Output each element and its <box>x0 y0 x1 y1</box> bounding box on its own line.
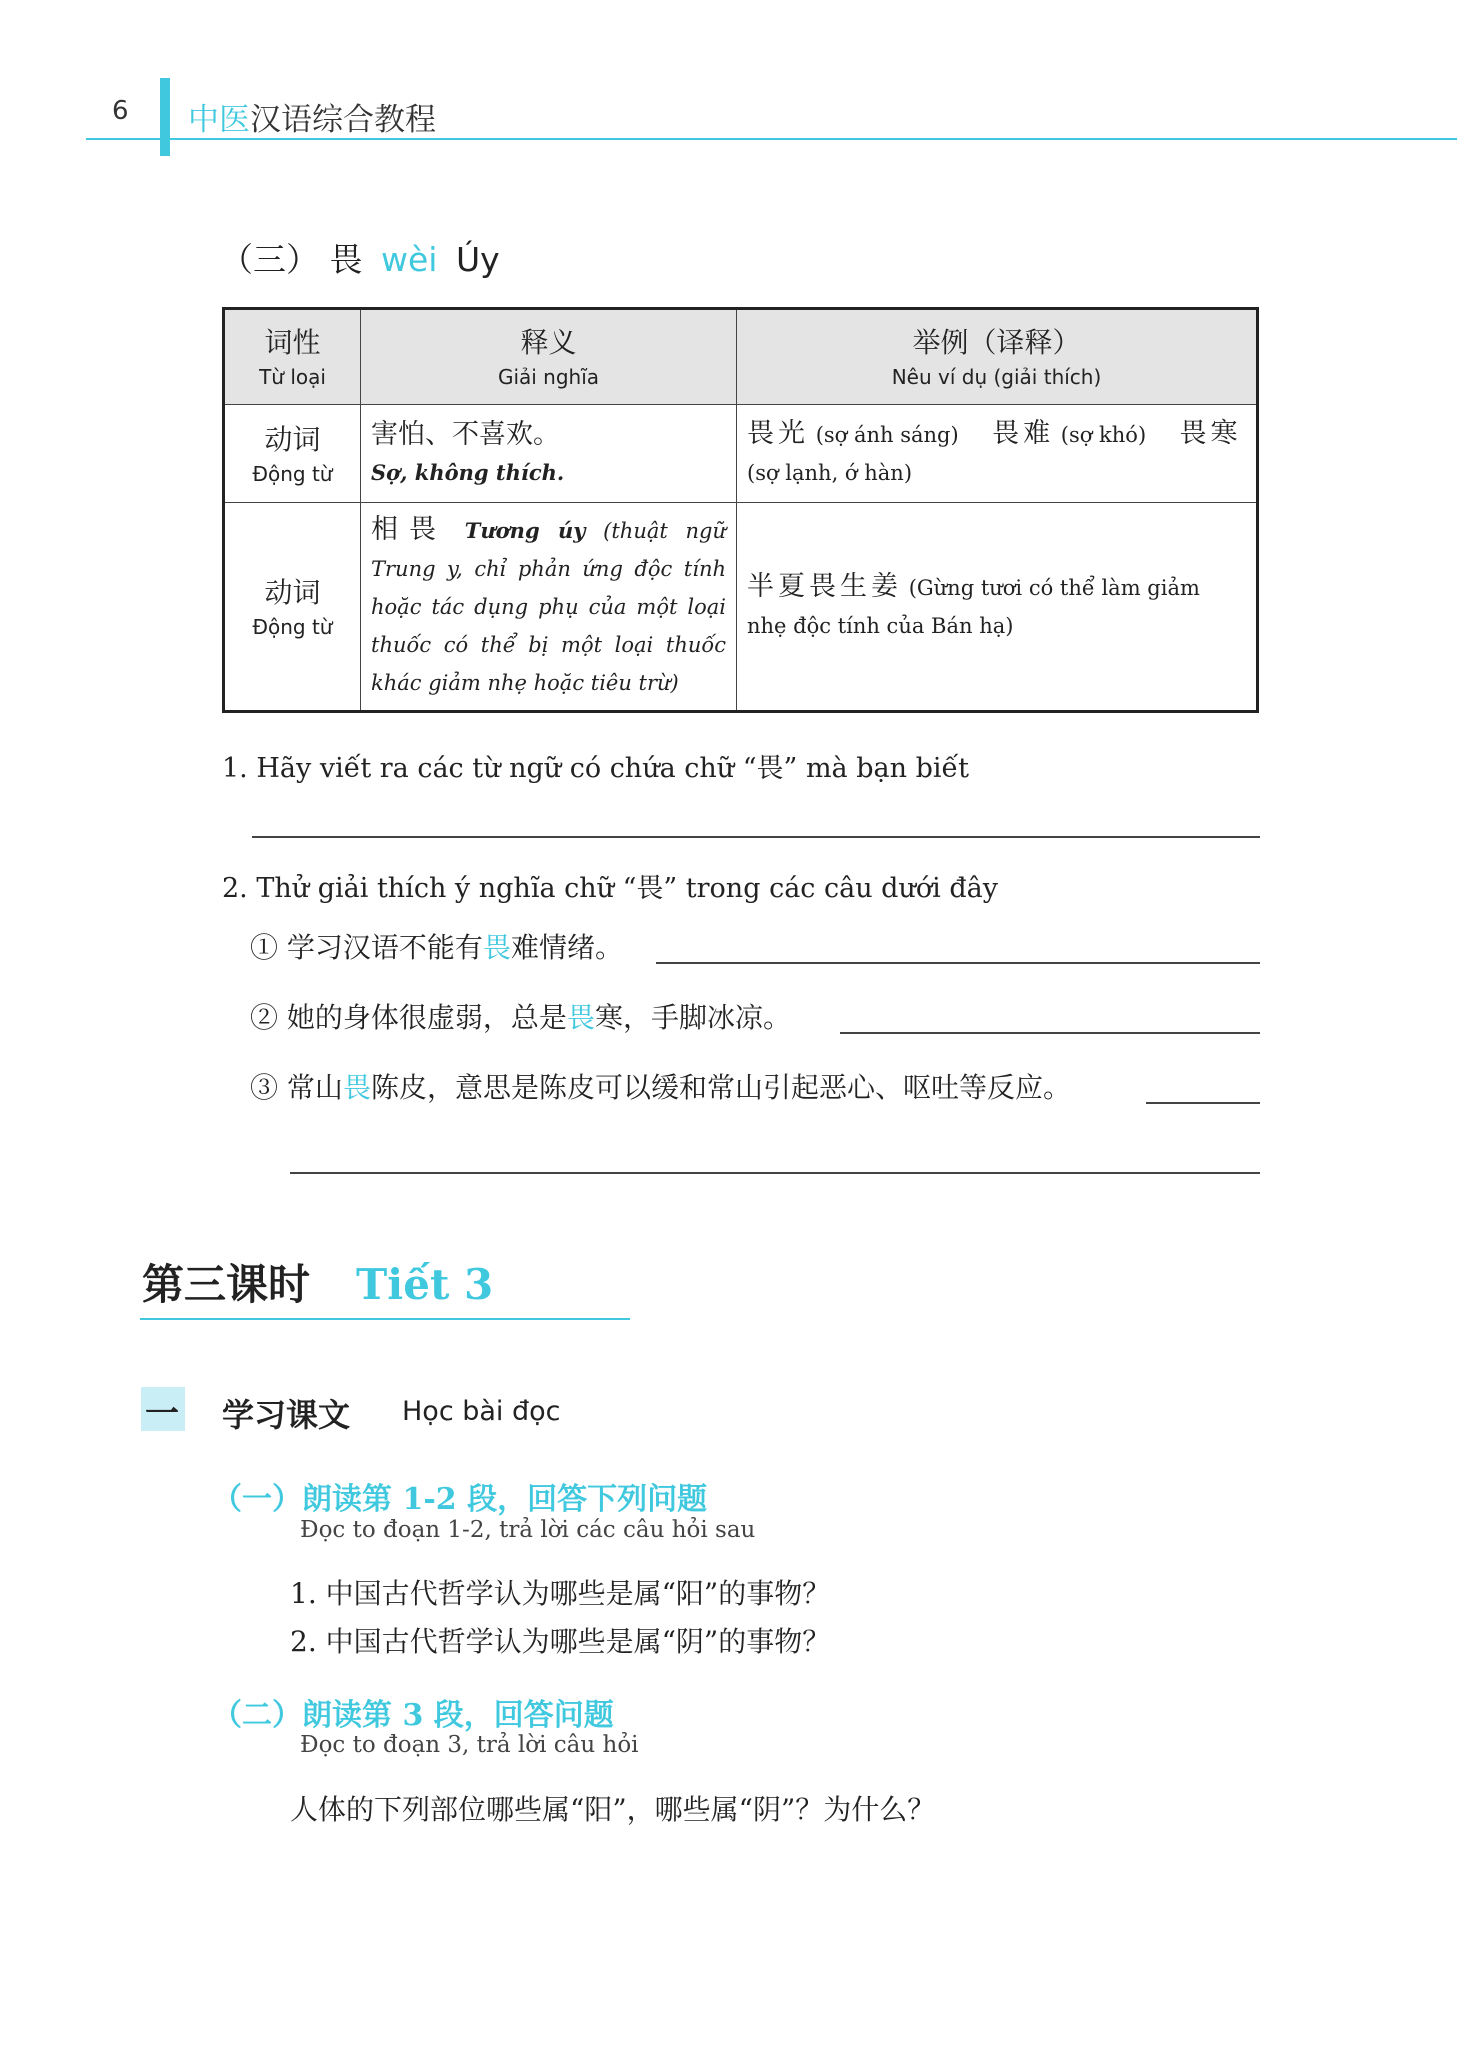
section-label: （三） <box>220 240 319 279</box>
answer-line-4[interactable] <box>1146 1102 1260 1104</box>
answer-line-2[interactable] <box>656 962 1260 964</box>
task-2-question-1: 人体的下列部位哪些属“阳”，哪些属“阴”？为什么？ <box>290 1793 936 1826</box>
section-heading <box>220 234 500 281</box>
task-1-subtitle: Đọc to đoạn 1-2, trả lời các câu hỏi sau <box>300 1517 756 1543</box>
row2-example-vi: (Gừng tươi có thể làm giảm nhẹ độc tính của Bán hạ) <box>747 576 1200 638</box>
row1-example-3-vi: (sợ lạnh, ớ hàn) <box>747 461 913 485</box>
row1-meaning <box>361 405 737 503</box>
table-header-row <box>224 309 1258 405</box>
section-pinyin: wèi <box>381 240 438 279</box>
row1-meaning-cn: 害怕、不喜欢。 <box>371 418 560 450</box>
book-title <box>188 94 436 139</box>
task-1-title: （一）朗读第 1-2 段，回答下列问题 <box>212 1482 708 1517</box>
row2-meaning-term: Tương úy <box>464 518 586 543</box>
row1-pos-vi: Động từ <box>252 461 333 486</box>
header-meaning-cn: 释义 <box>520 326 577 359</box>
sentence-2-after: 寒，手脚冰凉。 <box>594 1001 791 1034</box>
table-row <box>224 503 1258 712</box>
row2-example-zh: 半夏畏生姜 <box>747 571 902 602</box>
task-1-question-2: 2. 中国古代哲学认为哪些是属“阴”的事物？ <box>290 1625 831 1658</box>
header-example-cn: 举例（译释） <box>912 326 1081 359</box>
vocabulary-table <box>222 307 1259 713</box>
header-pos-cn: 词性 <box>264 326 321 359</box>
sentence-1-before: 学习汉语不能有 <box>286 931 483 964</box>
lesson-title-vi: Tiết 3 <box>356 1260 494 1309</box>
sentence-3-before: 常山 <box>286 1071 343 1104</box>
row1-example-2-vi: (sợ khó) <box>1060 423 1147 447</box>
sentence-3-after: 陈皮，意思是陈皮可以缓和常山引起恶心、呕吐等反应。 <box>370 1071 1071 1104</box>
exercise-sentence-1 <box>250 926 623 966</box>
part-title: 学习课文 <box>222 1396 351 1434</box>
header-example-vi: Nêu ví dụ (giải thích) <box>891 365 1102 389</box>
part-number: 一 <box>145 1394 179 1434</box>
sentence-3-highlight: 畏 <box>342 1071 371 1104</box>
header-accent-bar <box>160 78 170 156</box>
answer-line-3[interactable] <box>840 1032 1260 1034</box>
answer-line-1[interactable] <box>252 836 1260 838</box>
header-meaning <box>361 309 737 405</box>
part-title-vi: Học bài đọc <box>402 1396 561 1427</box>
section-vietnamese: Úy <box>455 240 500 279</box>
answer-line-5[interactable] <box>290 1172 1260 1174</box>
row1-example-2-zh: 畏难 <box>992 418 1055 449</box>
exercise-sentence-3 <box>250 1066 1071 1106</box>
row1-example-1-zh: 畏光 <box>747 418 809 449</box>
sentence-1-number: ① <box>250 931 279 964</box>
row1-example-1-vi: (sợ ánh sáng) <box>815 423 959 447</box>
lesson-rule <box>140 1318 630 1320</box>
task-2-title: （二）朗读第 3 段，回答问题 <box>212 1698 614 1733</box>
exercise-question-1: 1. Hãy viết ra các từ ngữ có chứa chữ “畏” mà bạn biết <box>222 753 969 784</box>
book-title-colored: 中医 <box>188 102 250 138</box>
task-2-subtitle: Đọc to đoạn 3, trả lời câu hỏi <box>300 1732 639 1758</box>
row2-pos <box>224 503 361 712</box>
table-row <box>224 405 1258 503</box>
exercise-sentence-2 <box>250 996 791 1036</box>
header-example <box>737 309 1258 405</box>
sentence-3-number: ③ <box>250 1071 279 1104</box>
sentence-2-number: ② <box>250 1001 279 1034</box>
task-1-question-1: 1. 中国古代哲学认为哪些是属“阳”的事物？ <box>290 1577 831 1610</box>
row2-meaning-vi: (thuật ngữ Trung y, chỉ phản ứng độc tính hoặc tác dụng phụ của một loại thuốc có thể bị một loại thuốc khác giảm nhẹ hoặc tiêu trừ) <box>371 519 727 695</box>
row2-meaning-cn: 相畏 <box>371 514 448 545</box>
sentence-2-before: 她的身体很虚弱，总是 <box>286 1001 567 1034</box>
row1-example <box>737 405 1258 503</box>
row1-pos-cn: 动词 <box>264 422 321 456</box>
row2-meaning <box>361 503 737 712</box>
exercise-question-2: 2. Thử giải thích ý nghĩa chữ “畏” trong các câu dưới đây <box>222 873 998 904</box>
sentence-1-after: 难情绪。 <box>510 931 623 964</box>
sentence-1-highlight: 畏 <box>482 931 511 964</box>
header-pos-vi: Từ loại <box>259 365 326 389</box>
row2-pos-vi: Động từ <box>252 614 333 639</box>
page-number: 6 <box>112 96 129 126</box>
sentence-2-highlight: 畏 <box>566 1001 595 1034</box>
header-meaning-vi: Giải nghĩa <box>497 365 600 389</box>
row1-example-3-zh: 畏寒 <box>1179 418 1242 449</box>
section-char: 畏 <box>329 240 363 279</box>
row1-meaning-vi: Sợ, không thích. <box>371 459 565 485</box>
row2-pos-cn: 动词 <box>264 575 321 609</box>
lesson-title <box>142 1252 493 1312</box>
book-title-rest: 汉语综合教程 <box>250 102 436 138</box>
row2-example <box>737 503 1258 712</box>
header-pos <box>224 309 361 405</box>
row1-pos <box>224 405 361 503</box>
lesson-title-cn: 第三课时 <box>142 1260 311 1309</box>
